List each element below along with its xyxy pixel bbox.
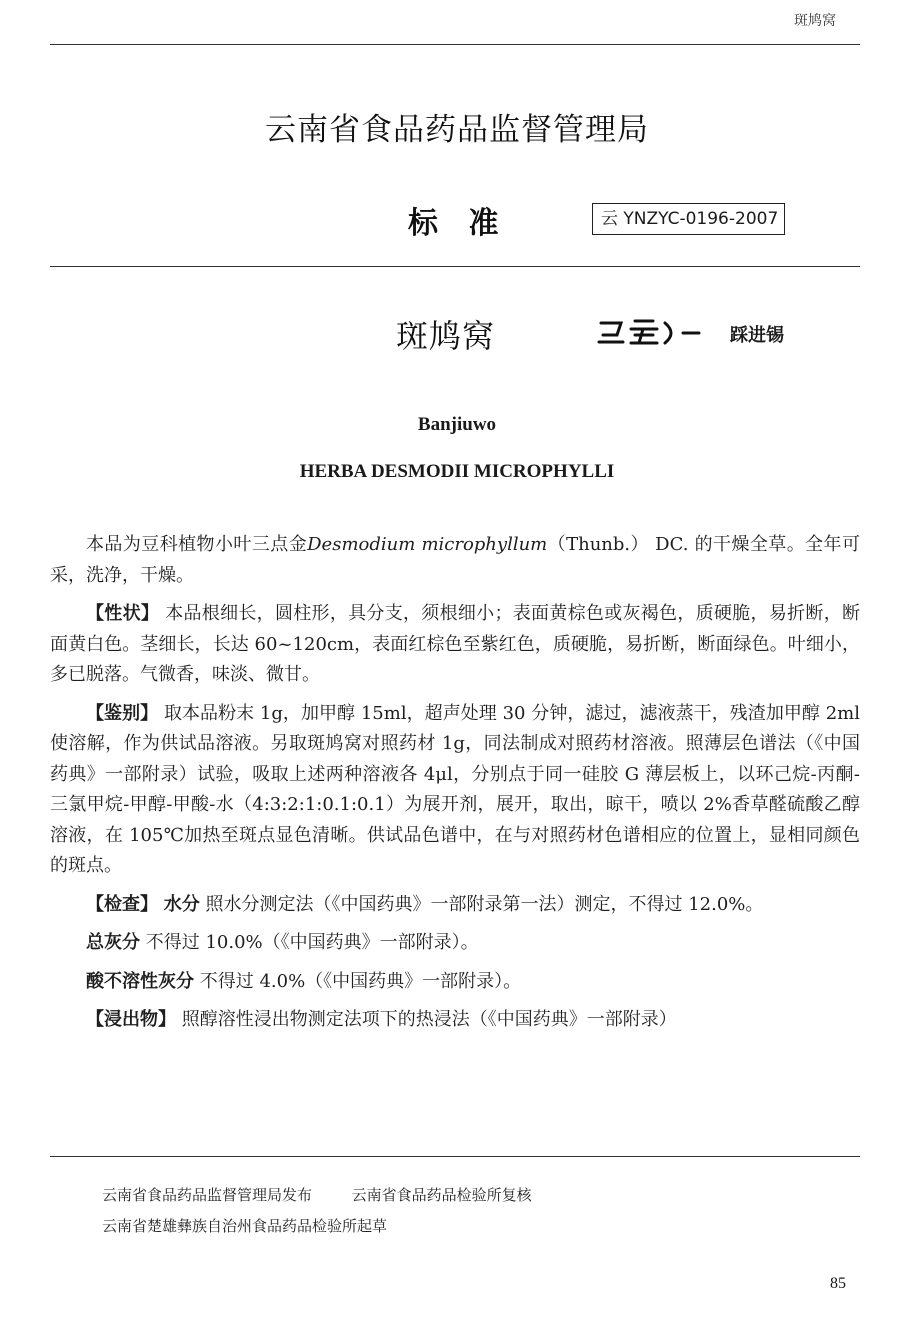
examination-section (50, 890, 860, 921)
moisture-text: 照水分测定法（《中国药典》一部附录第一法）测定，不得过 12.0%。 (205, 893, 764, 915)
total-ash-item (50, 928, 860, 959)
identification-text: 取本品粉末 1g，加甲醇 15ml，超声处理 30 分钟，滤过，滤液蒸干，残渣加甲醇 2ml 使溶解，作为供试品溶液。另取斑鸠窝对照药材 1g，同法制成对照药材溶液。照薄层色谱法（《中国药典》一部附录）试验，吸取上述两种溶液各 4μl，分别点于同一硅胶 G 薄层板上，以环己烷-丙酮-三氯甲烷-甲醇-甲酸-水（4:3:2:1:0.1:0.1）为展开剂，展开，取出，晾干，喷以 2%香草醛硫酸乙醇溶液，在 105℃加热至斑点显色清晰。供试品色谱中，在与对照药材色谱相应的位置上，显相同颜色的斑点。 (50, 702, 860, 876)
header-rule (50, 44, 860, 45)
running-head: 斑鸠窝 (794, 13, 836, 29)
title-rule (50, 266, 860, 267)
standard-code-box: 云 YNZYC-0196-2007 (592, 203, 785, 235)
intro-text: 本品为豆科植物小叶三点金 (86, 534, 308, 555)
examination-heading: 【检查】 (86, 893, 158, 915)
acid-ash-label: 酸不溶性灰分 (86, 970, 194, 992)
identification-section (50, 699, 860, 882)
footer-rule (50, 1156, 860, 1157)
standard-label: 标 准 (408, 206, 509, 241)
extractives-text: 照醇溶性浸出物测定法项下的热浸法（《中国药典》一部附录） (181, 1009, 677, 1030)
reviewed-by: 云南省食品药品检验所复核 (351, 1186, 532, 1204)
identification-heading: 【鉴别】 (86, 702, 159, 724)
monograph-body (50, 530, 860, 1044)
handwritten-signature (595, 315, 710, 349)
drafted-by: 云南省楚雄彝族自治州食品药品检验所起草 (102, 1217, 388, 1235)
issued-by: 云南省食品药品监督管理局发布 (102, 1186, 313, 1204)
extractives-heading: 【浸出物】 (86, 1009, 176, 1030)
latin-name: HERBA DESMODII MICROPHYLLI (299, 461, 615, 482)
intro-text-cont: （Thunb.） DC. 的干燥全草。全年可采，洗净，干燥。 (50, 534, 860, 586)
acid-ash-text: 不得过 4.0%（《中国药典》一部附录）。 (199, 970, 522, 992)
pinyin-name: Banjiuwo (417, 414, 497, 435)
monograph-name: 斑鸠窝 (396, 317, 496, 355)
page-number: 85 (830, 1275, 846, 1292)
signer-name: 踩进锡 (730, 325, 784, 346)
species-name: Desmodium microphyllum (307, 534, 548, 555)
footer-issuance (102, 1184, 532, 1205)
total-ash-text: 不得过 10.0%（《中国药典》一部附录）。 (145, 932, 479, 953)
intro-paragraph (50, 530, 860, 591)
issuing-authority: 云南省食品药品监督管理局 (265, 112, 649, 148)
acid-ash-item (50, 967, 860, 998)
characters-heading: 【性状】 (86, 603, 160, 624)
characters-section (50, 599, 860, 691)
extractives-section (50, 1005, 860, 1036)
characters-text: 本品根细长，圆柱形，具分支，须根细小；表面黄棕色或灰褐色，质硬脆，易折断，断面黄白色。茎细长，长达 60~120cm，表面红棕色至紫红色，质硬脆，易折断，断面绿色。叶细小，多已脱落。气微香，味淡、微甘。 (50, 603, 860, 685)
total-ash-label: 总灰分 (86, 932, 140, 953)
moisture-label: 水分 (163, 893, 200, 915)
